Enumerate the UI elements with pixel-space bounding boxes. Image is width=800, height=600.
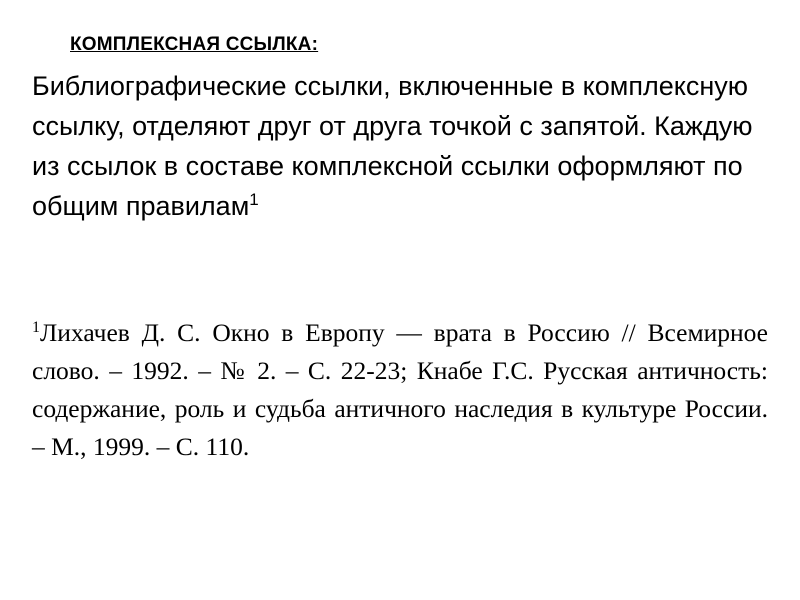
footnote-mark: 1 — [32, 319, 40, 336]
slide-body-paragraph — [32, 66, 772, 226]
footnote — [32, 314, 768, 466]
body-text: Библиографические ссылки, включенные в комплексную ссылку, отделяют друг от друга точкой с запятой. Каждую из ссылок в составе комплексной ссылки оформляют по общим правилам — [32, 71, 753, 221]
slide-heading: КОМПЛЕКСНАЯ ССЫЛКА: — [70, 34, 319, 55]
footnote-text: Лихачев Д. С. Окно в Европу — врата в Россию // Всемирное слово. – 1992. – № 2. – С. 22-23; Кнабе Г.С. Русская античность: содержание, роль и судьба античного наследия в культуре России. – М., 1999. – С. 110. — [32, 318, 768, 461]
footnote-reference-mark: 1 — [249, 190, 259, 209]
